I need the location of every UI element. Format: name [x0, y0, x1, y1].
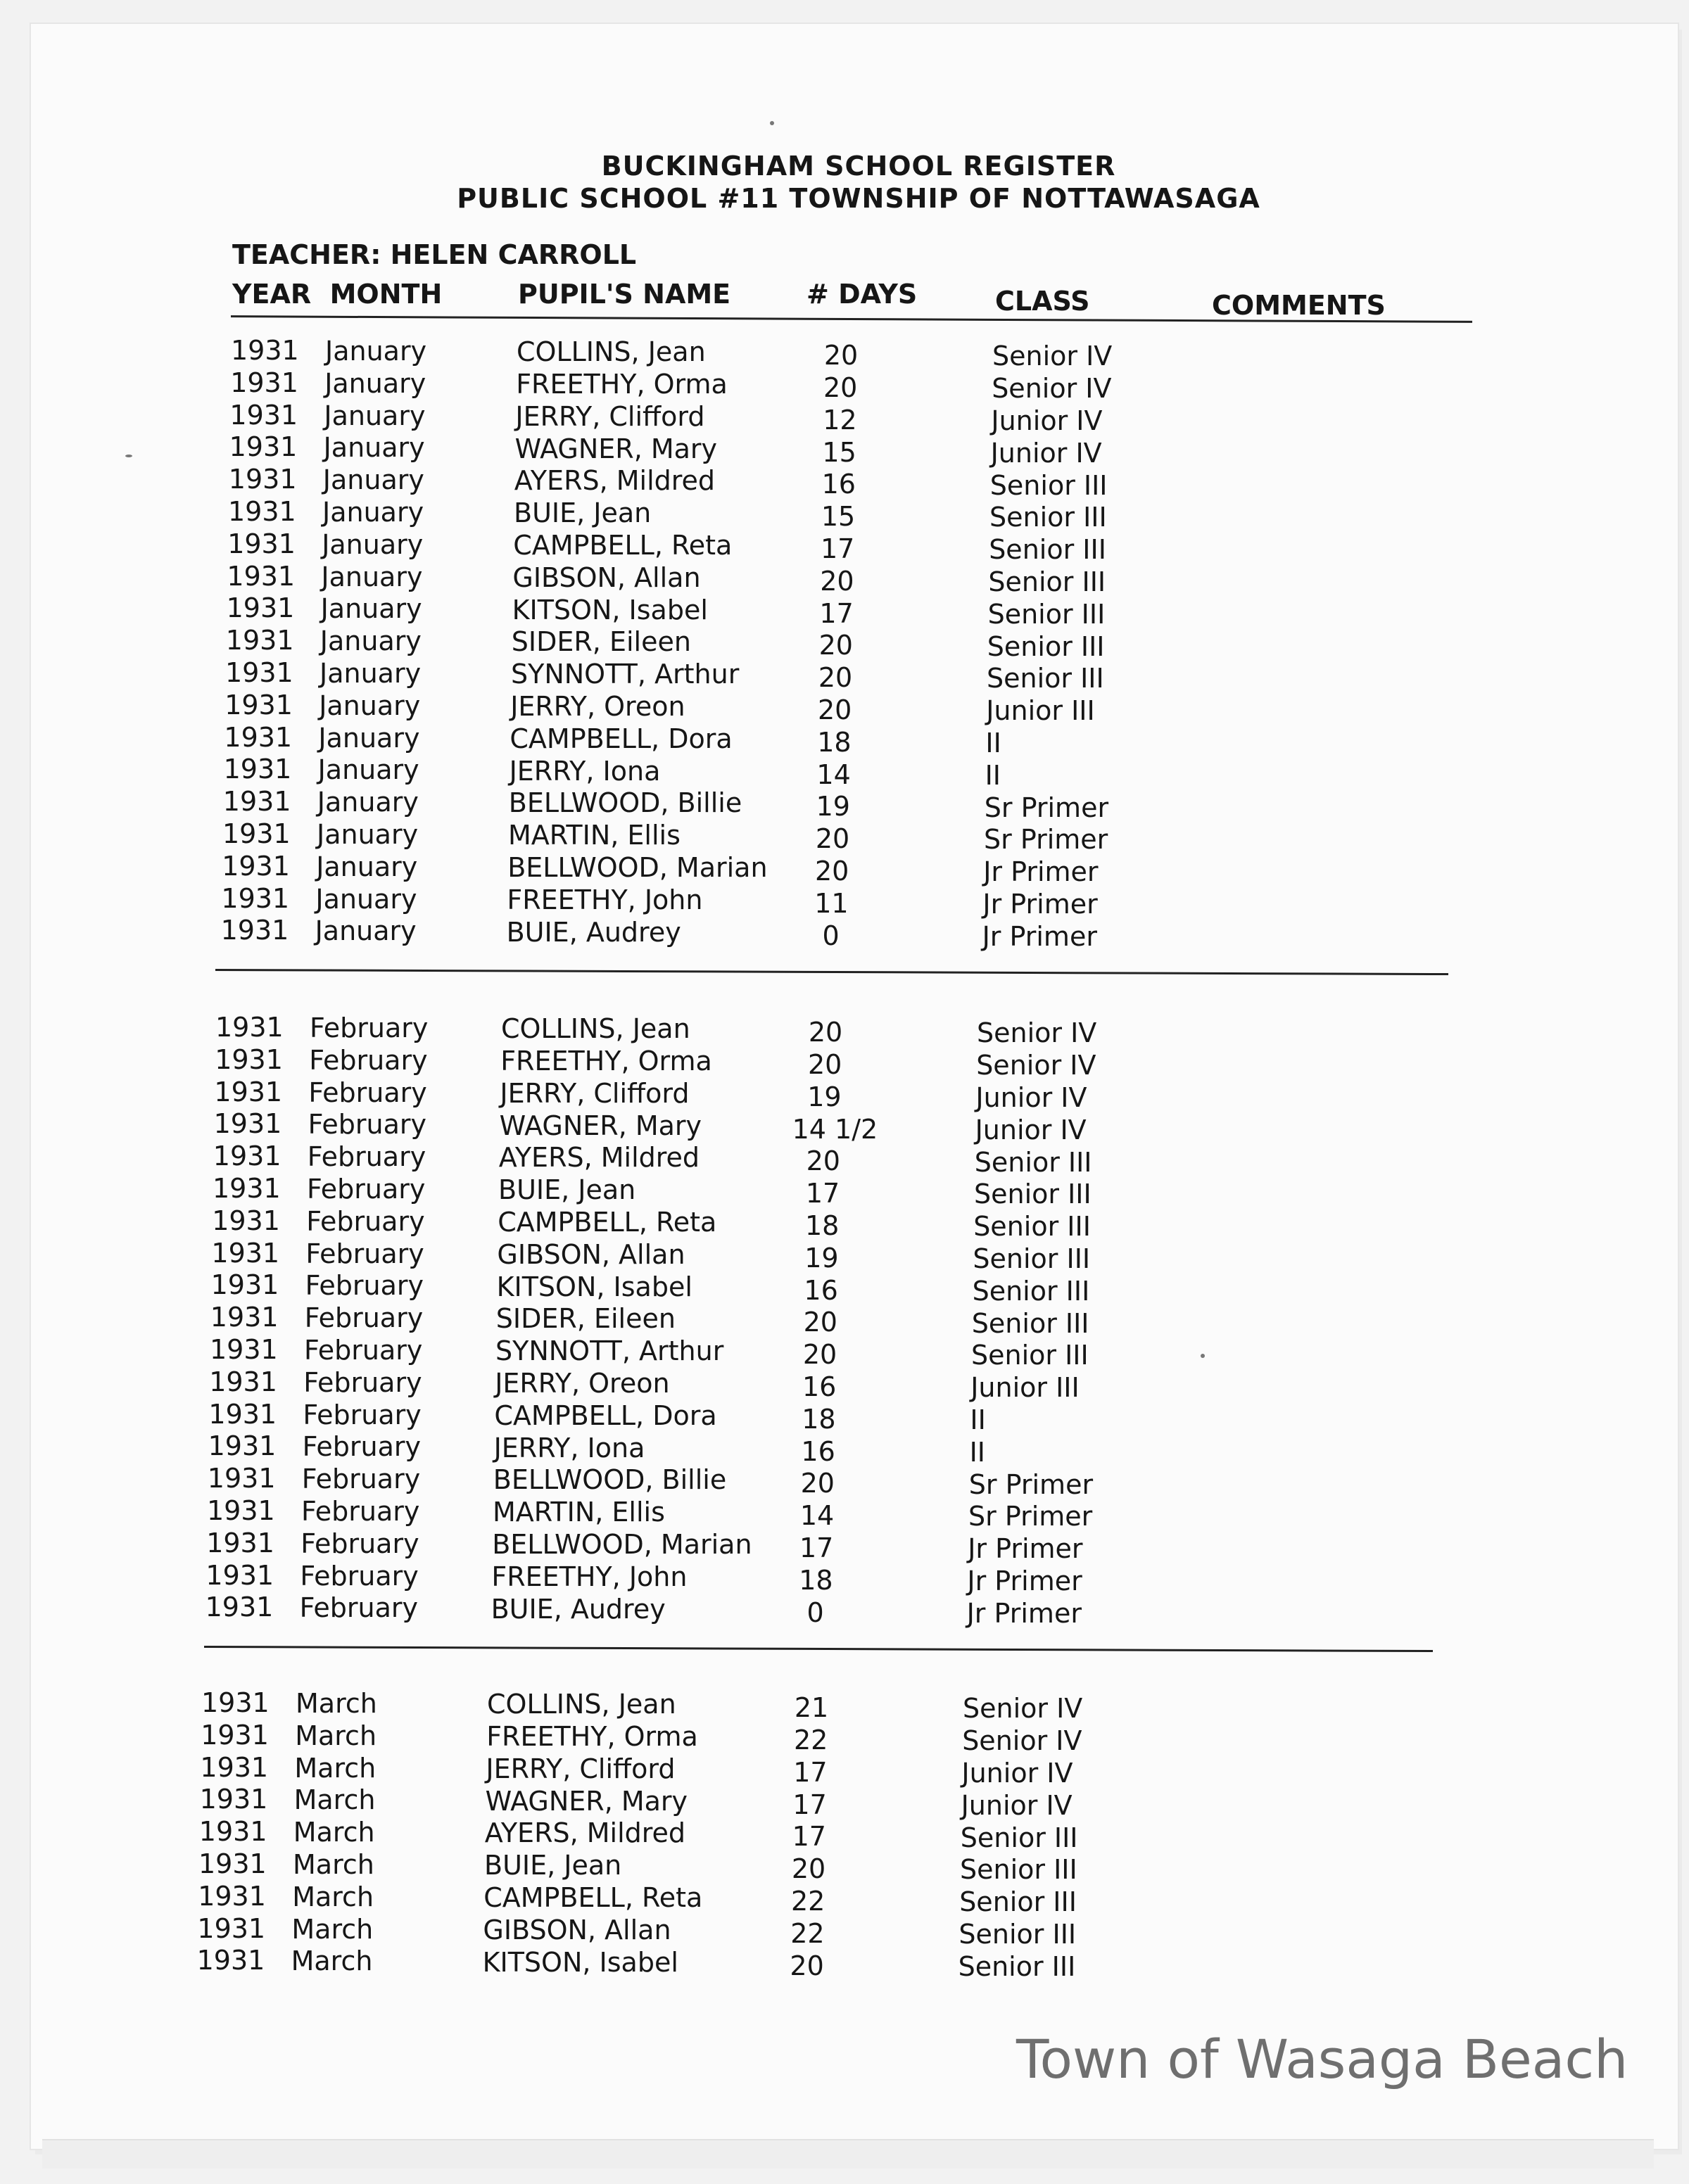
cell-class: II — [970, 1404, 986, 1435]
cell-class: Senior III — [972, 1275, 1090, 1307]
cell-class: Senior III — [960, 1822, 1078, 1853]
cell-year: 1931 — [228, 496, 296, 527]
cell-year: 1931 — [198, 1880, 266, 1912]
cell-month: February — [299, 1592, 418, 1624]
cell-class: Senior IV — [976, 1050, 1096, 1081]
cell-pupil-name: BUIE, Audrey — [506, 916, 681, 948]
cell-class: Junior IV — [961, 1757, 1073, 1789]
cell-year: 1931 — [198, 1848, 267, 1879]
cell-days: 20 — [808, 1049, 842, 1081]
table-row — [222, 786, 1689, 823]
cell-class: Senior III — [987, 663, 1104, 694]
cell-class: Sr Primer — [984, 824, 1108, 856]
cell-month: January — [315, 915, 417, 947]
table-row — [200, 1751, 1689, 1789]
table-row — [227, 528, 1689, 566]
cell-class: Senior III — [959, 1886, 1077, 1918]
cell-year: 1931 — [201, 1719, 269, 1751]
table-row — [205, 1559, 1689, 1596]
cell-pupil-name: JERRY, Clifford — [486, 1753, 676, 1784]
sheet-bottom-edge — [42, 2139, 1654, 2169]
table-row — [222, 818, 1689, 856]
table-row — [214, 1076, 1689, 1113]
cell-month: February — [307, 1174, 426, 1205]
cell-month: February — [305, 1238, 424, 1269]
cell-year: 1931 — [207, 1495, 275, 1526]
table-row — [221, 882, 1689, 920]
cell-class: Sr Primer — [968, 1468, 1094, 1500]
cell-days: 12 — [823, 404, 857, 436]
cell-pupil-name: SIDER, Eileen — [511, 626, 691, 658]
cell-days: 20 — [802, 1339, 837, 1371]
cell-pupil-name: JERRY, Oreon — [510, 690, 685, 722]
cell-year: 1931 — [224, 689, 293, 720]
cell-pupil-name: COLLINS, Jean — [487, 1689, 676, 1720]
cell-pupil-name: JERRY, Iona — [509, 755, 661, 787]
table-row — [215, 1043, 1689, 1081]
cell-class: Sr Primer — [968, 1501, 1093, 1532]
cell-days: 20 — [823, 340, 859, 372]
cell-year: 1931 — [201, 1687, 270, 1718]
cell-class: Senior III — [971, 1340, 1089, 1371]
table-row — [212, 1205, 1689, 1243]
cell-month: February — [303, 1399, 422, 1430]
cell-month: February — [301, 1528, 419, 1559]
cell-class: II — [985, 727, 1001, 758]
cell-pupil-name: AYERS, Mildred — [498, 1142, 700, 1174]
table-row — [215, 1012, 1689, 1049]
cell-days: 20 — [806, 1145, 840, 1177]
table-row — [227, 560, 1689, 597]
cell-year: 1931 — [210, 1334, 278, 1365]
cell-class: Jr Primer — [966, 1597, 1082, 1629]
cell-pupil-name: COLLINS, Jean — [501, 1013, 690, 1045]
cell-month: January — [320, 593, 422, 625]
table-row — [196, 1945, 1689, 1982]
cell-class: Senior IV — [963, 1693, 1083, 1725]
cell-pupil-name: WAGNER, Mary — [514, 433, 718, 464]
cell-class: Sr Primer — [984, 792, 1109, 823]
cell-year: 1931 — [206, 1527, 274, 1558]
cell-pupil-name: JERRY, Iona — [493, 1432, 645, 1464]
table-row — [210, 1302, 1689, 1339]
watermark-text: Town of Wasaga Beach — [1016, 2028, 1628, 2090]
cell-year: 1931 — [225, 625, 294, 656]
cell-month: February — [304, 1335, 423, 1366]
table-row — [198, 1848, 1689, 1886]
cell-month: January — [317, 787, 419, 818]
cell-month: March — [293, 1817, 375, 1848]
cell-class: Junior IV — [975, 1114, 1087, 1145]
table-row — [201, 1687, 1689, 1725]
table-row — [213, 1108, 1689, 1145]
cell-month: February — [305, 1270, 424, 1302]
cell-year: 1931 — [227, 528, 296, 559]
cell-class: Senior III — [989, 502, 1107, 533]
cell-pupil-name: MARTIN, Ellis — [493, 1497, 665, 1528]
cell-days: 20 — [803, 1307, 837, 1338]
cell-year: 1931 — [211, 1237, 280, 1269]
cell-pupil-name: WAGNER, Mary — [485, 1785, 688, 1817]
header-class: CLASS — [995, 286, 1090, 317]
cell-days: 18 — [805, 1210, 840, 1242]
table-row — [224, 689, 1689, 727]
cell-days: 16 — [804, 1274, 838, 1306]
cell-month: January — [321, 561, 423, 592]
cell-days: 18 — [802, 1403, 836, 1435]
cell-month: January — [324, 367, 426, 399]
cell-year: 1931 — [209, 1366, 277, 1397]
paper-speck — [1201, 1354, 1205, 1358]
table-row — [224, 721, 1689, 758]
cell-pupil-name: GIBSON, Allan — [497, 1238, 685, 1270]
cell-days: 19 — [816, 791, 850, 823]
cell-year: 1931 — [229, 431, 298, 463]
cell-days: 20 — [820, 565, 854, 597]
cell-days: 17 — [793, 1756, 828, 1788]
table-row — [225, 657, 1689, 694]
cell-days: 16 — [801, 1435, 835, 1467]
cell-class: Senior III — [973, 1243, 1091, 1274]
cell-class: Junior IV — [990, 437, 1102, 469]
cell-pupil-name: BUIE, Jean — [514, 497, 652, 529]
cell-month: February — [306, 1205, 425, 1237]
table-row — [206, 1527, 1689, 1565]
cell-class: Jr Primer — [968, 1533, 1083, 1565]
cell-class: Junior IV — [991, 405, 1103, 436]
cell-month: January — [319, 690, 421, 721]
paper-speck — [125, 455, 132, 457]
cell-pupil-name: KITSON, Isabel — [512, 594, 708, 626]
cell-month: January — [317, 819, 419, 851]
cell-month: March — [293, 1849, 374, 1881]
table-row — [228, 496, 1689, 533]
cell-days: 20 — [823, 372, 858, 404]
cell-pupil-name: BUIE, Audrey — [491, 1593, 666, 1625]
cell-year: 1931 — [215, 1043, 283, 1075]
table-row — [198, 1880, 1689, 1918]
table-row — [208, 1430, 1689, 1468]
table-row — [225, 625, 1689, 662]
teacher-name: TEACHER: HELEN CARROLL — [232, 239, 637, 270]
cell-year: 1931 — [208, 1430, 277, 1462]
table-row — [229, 399, 1689, 436]
cell-pupil-name: FREETHY, Orma — [486, 1720, 698, 1752]
cell-days: 20 — [800, 1468, 835, 1499]
cell-month: February — [301, 1496, 420, 1528]
cell-year: 1931 — [227, 560, 296, 592]
table-row — [223, 754, 1689, 791]
cell-year: 1931 — [220, 915, 289, 946]
cell-year: 1931 — [205, 1559, 274, 1591]
cell-days: 16 — [802, 1371, 837, 1403]
cell-pupil-name: SIDER, Eileen — [495, 1303, 676, 1335]
cell-month: January — [322, 464, 424, 496]
cell-class: Junior III — [970, 1372, 1080, 1404]
cell-days: 16 — [821, 469, 856, 500]
cell-month: February — [304, 1302, 424, 1334]
cell-pupil-name: JERRY, Clifford — [515, 400, 705, 432]
cell-class: Senior III — [989, 534, 1106, 566]
cell-days: 15 — [821, 501, 856, 533]
cell-month: March — [292, 1881, 374, 1912]
cell-pupil-name: KITSON, Isabel — [482, 1946, 678, 1978]
cell-pupil-name: BELLWOOD, Marian — [507, 851, 768, 883]
cell-class: Senior III — [958, 1950, 1076, 1982]
cell-month: February — [303, 1366, 422, 1398]
cell-month: January — [318, 722, 420, 754]
cell-days: 17 — [792, 1789, 827, 1820]
cell-month: February — [307, 1141, 426, 1173]
cell-month: March — [296, 1688, 377, 1720]
cell-class: Jr Primer — [983, 856, 1099, 888]
cell-days: 18 — [817, 726, 852, 758]
cell-year: 1931 — [225, 657, 293, 688]
cell-class: Senior III — [973, 1211, 1091, 1243]
cell-class: Junior III — [986, 695, 1095, 727]
cell-days: 14 1/2 — [792, 1113, 878, 1145]
table-row — [197, 1912, 1689, 1950]
cell-month: January — [315, 883, 417, 915]
cell-days: 0 — [822, 920, 840, 951]
cell-pupil-name: CAMPBELL, Reta — [513, 529, 733, 561]
cell-year: 1931 — [196, 1945, 265, 1976]
cell-month: February — [301, 1464, 421, 1495]
cell-class: Senior III — [959, 1918, 1077, 1950]
cell-pupil-name: FREETHY, Orma — [516, 368, 728, 400]
cell-month: March — [294, 1752, 377, 1784]
cell-month: January — [316, 851, 418, 882]
paper-speck — [770, 121, 774, 125]
cell-pupil-name: CAMPBELL, Reta — [498, 1206, 717, 1238]
cell-year: 1931 — [213, 1173, 281, 1204]
cell-year: 1931 — [213, 1141, 282, 1172]
cell-pupil-name: BELLWOOD, Billie — [493, 1464, 727, 1496]
cell-year: 1931 — [226, 592, 295, 624]
cell-month: February — [308, 1109, 426, 1141]
cell-pupil-name: AYERS, Mildred — [514, 465, 716, 497]
cell-pupil-name: BELLWOOD, Billie — [508, 787, 742, 819]
cell-days: 22 — [794, 1725, 828, 1756]
cell-year: 1931 — [228, 464, 297, 495]
cell-days: 20 — [815, 856, 849, 887]
cell-year: 1931 — [197, 1912, 266, 1944]
cell-month: February — [309, 1044, 428, 1076]
cell-days: 22 — [791, 1886, 825, 1917]
cell-class: Senior IV — [992, 341, 1113, 372]
cell-days: 14 — [816, 758, 851, 790]
cell-pupil-name: GIBSON, Allan — [483, 1914, 671, 1945]
cell-days: 17 — [821, 533, 855, 565]
cell-days: 19 — [804, 1242, 839, 1274]
cell-class: Senior IV — [992, 373, 1112, 405]
table-row — [198, 1816, 1689, 1853]
cell-days: 17 — [805, 1178, 840, 1210]
cell-year: 1931 — [207, 1463, 276, 1494]
cell-month: February — [302, 1431, 421, 1463]
cell-year: 1931 — [200, 1751, 269, 1783]
cell-class: II — [969, 1436, 986, 1468]
cell-class: Senior III — [988, 566, 1106, 597]
cell-month: January — [320, 626, 422, 657]
cell-class: Jr Primer — [982, 920, 1097, 952]
table-row — [210, 1269, 1689, 1307]
cell-class: Junior IV — [961, 1789, 1073, 1821]
cell-class: II — [985, 759, 1001, 791]
cell-days: 20 — [791, 1853, 826, 1885]
cell-year: 1931 — [198, 1816, 267, 1848]
cell-pupil-name: FREETHY, John — [491, 1561, 688, 1592]
cell-pupil-name: COLLINS, Jean — [517, 336, 706, 368]
table-row — [210, 1334, 1689, 1371]
cell-month: January — [325, 336, 427, 367]
cell-year: 1931 — [214, 1076, 283, 1107]
cell-month: February — [310, 1012, 429, 1044]
cell-month: March — [291, 1945, 373, 1977]
cell-year: 1931 — [231, 335, 299, 366]
cell-year: 1931 — [222, 786, 291, 818]
cell-year: 1931 — [212, 1205, 280, 1236]
cell-days: 18 — [799, 1564, 833, 1596]
cell-pupil-name: KITSON, Isabel — [496, 1271, 692, 1302]
cell-pupil-name: WAGNER, Mary — [499, 1110, 702, 1141]
cell-year: 1931 — [215, 1012, 284, 1043]
header-comments: COMMENTS — [1212, 290, 1386, 321]
cell-month: January — [323, 432, 425, 464]
cell-pupil-name: SYNNOTT, Arthur — [495, 1335, 724, 1367]
cell-month: February — [300, 1560, 419, 1592]
cell-days: 17 — [799, 1532, 834, 1564]
table-row — [205, 1592, 1689, 1629]
table-row — [201, 1719, 1689, 1757]
cell-month: March — [291, 1913, 374, 1945]
cell-month: January — [322, 528, 424, 560]
cell-pupil-name: BUIE, Jean — [484, 1850, 622, 1881]
cell-month: January — [322, 497, 424, 528]
cell-year: 1931 — [229, 399, 298, 431]
cell-days: 15 — [822, 436, 856, 468]
cell-class: Senior III — [974, 1146, 1092, 1178]
cell-days: 17 — [819, 597, 854, 629]
cell-days: 22 — [790, 1917, 825, 1949]
cell-pupil-name: FREETHY, Orma — [500, 1045, 712, 1077]
cell-days: 20 — [790, 1950, 824, 1981]
cell-days: 20 — [808, 1017, 843, 1048]
table-row — [231, 335, 1689, 372]
cell-days: 20 — [818, 662, 853, 694]
table-row — [213, 1141, 1689, 1178]
cell-month: March — [295, 1720, 377, 1751]
cell-class: Senior IV — [962, 1725, 1082, 1757]
cell-month: January — [317, 754, 419, 786]
cell-days: 20 — [815, 823, 850, 855]
table-row — [211, 1237, 1689, 1274]
cell-pupil-name: BELLWOOD, Marian — [492, 1528, 752, 1560]
header-days: # DAYS — [806, 279, 918, 310]
cell-pupil-name: SYNNOTT, Arthur — [511, 659, 740, 690]
cell-pupil-name: JERRY, Oreon — [495, 1367, 670, 1399]
table-row — [208, 1398, 1689, 1435]
table-row — [228, 464, 1689, 501]
cell-pupil-name: JERRY, Clifford — [500, 1077, 690, 1109]
cell-pupil-name: FREETHY, John — [507, 884, 703, 915]
cell-pupil-name: CAMPBELL, Dora — [510, 723, 733, 754]
cell-class: Jr Primer — [967, 1565, 1082, 1596]
cell-class: Senior III — [987, 598, 1106, 630]
cell-year: 1931 — [224, 721, 293, 753]
cell-pupil-name: MARTIN, Ellis — [508, 820, 681, 851]
cell-year: 1931 — [210, 1269, 279, 1301]
cell-year: 1931 — [222, 818, 291, 849]
cell-class: Junior IV — [975, 1081, 1087, 1113]
cell-days: 19 — [807, 1081, 842, 1112]
table-row — [222, 850, 1689, 888]
cell-class: Senior III — [989, 469, 1108, 501]
cell-class: Senior IV — [977, 1017, 1097, 1049]
table-row — [207, 1495, 1689, 1532]
cell-days: 11 — [814, 887, 849, 919]
cell-days: 17 — [792, 1821, 826, 1853]
cell-month: February — [308, 1077, 427, 1108]
cell-days: 0 — [806, 1596, 824, 1628]
cell-year: 1931 — [210, 1302, 279, 1333]
cell-class: Senior III — [987, 630, 1105, 662]
cell-class: Senior III — [974, 1179, 1092, 1210]
cell-class: Senior III — [971, 1307, 1089, 1339]
cell-pupil-name: BUIE, Jean — [498, 1174, 636, 1206]
cell-pupil-name: GIBSON, Allan — [512, 561, 701, 593]
cell-year: 1931 — [199, 1784, 268, 1815]
table-row — [230, 367, 1689, 405]
cell-pupil-name: CAMPBELL, Dora — [494, 1399, 717, 1431]
table-row — [229, 431, 1689, 469]
cell-year: 1931 — [208, 1398, 277, 1430]
cell-year: 1931 — [222, 850, 290, 882]
header-year-month: YEAR MONTH — [232, 279, 443, 310]
cell-days: 20 — [818, 694, 852, 726]
cell-year: 1931 — [213, 1108, 282, 1140]
cell-days: 20 — [818, 630, 853, 661]
cell-days: 21 — [794, 1692, 829, 1724]
cell-class: Jr Primer — [982, 888, 1098, 920]
table-row — [209, 1366, 1689, 1404]
cell-year: 1931 — [230, 367, 298, 398]
cell-pupil-name: CAMPBELL, Reta — [483, 1881, 703, 1913]
register-title: BUCKINGHAM SCHOOL REGISTER — [601, 151, 1116, 182]
cell-month: March — [293, 1784, 376, 1816]
cell-month: January — [324, 400, 426, 431]
table-row — [213, 1173, 1689, 1210]
cell-year: 1931 — [221, 882, 290, 914]
cell-month: January — [320, 658, 422, 690]
cell-pupil-name: AYERS, Mildred — [484, 1817, 686, 1849]
table-row — [220, 915, 1689, 952]
cell-year: 1931 — [223, 754, 292, 785]
cell-days: 14 — [799, 1500, 835, 1532]
table-row — [199, 1784, 1689, 1821]
cell-year: 1931 — [205, 1592, 274, 1623]
header-pupil-name: PUPIL'S NAME — [518, 279, 731, 310]
table-row — [226, 592, 1689, 630]
school-subtitle: PUBLIC SCHOOL #11 TOWNSHIP OF NOTTAWASAGA — [457, 183, 1260, 214]
cell-class: Senior III — [960, 1854, 1077, 1886]
table-row — [207, 1463, 1689, 1500]
